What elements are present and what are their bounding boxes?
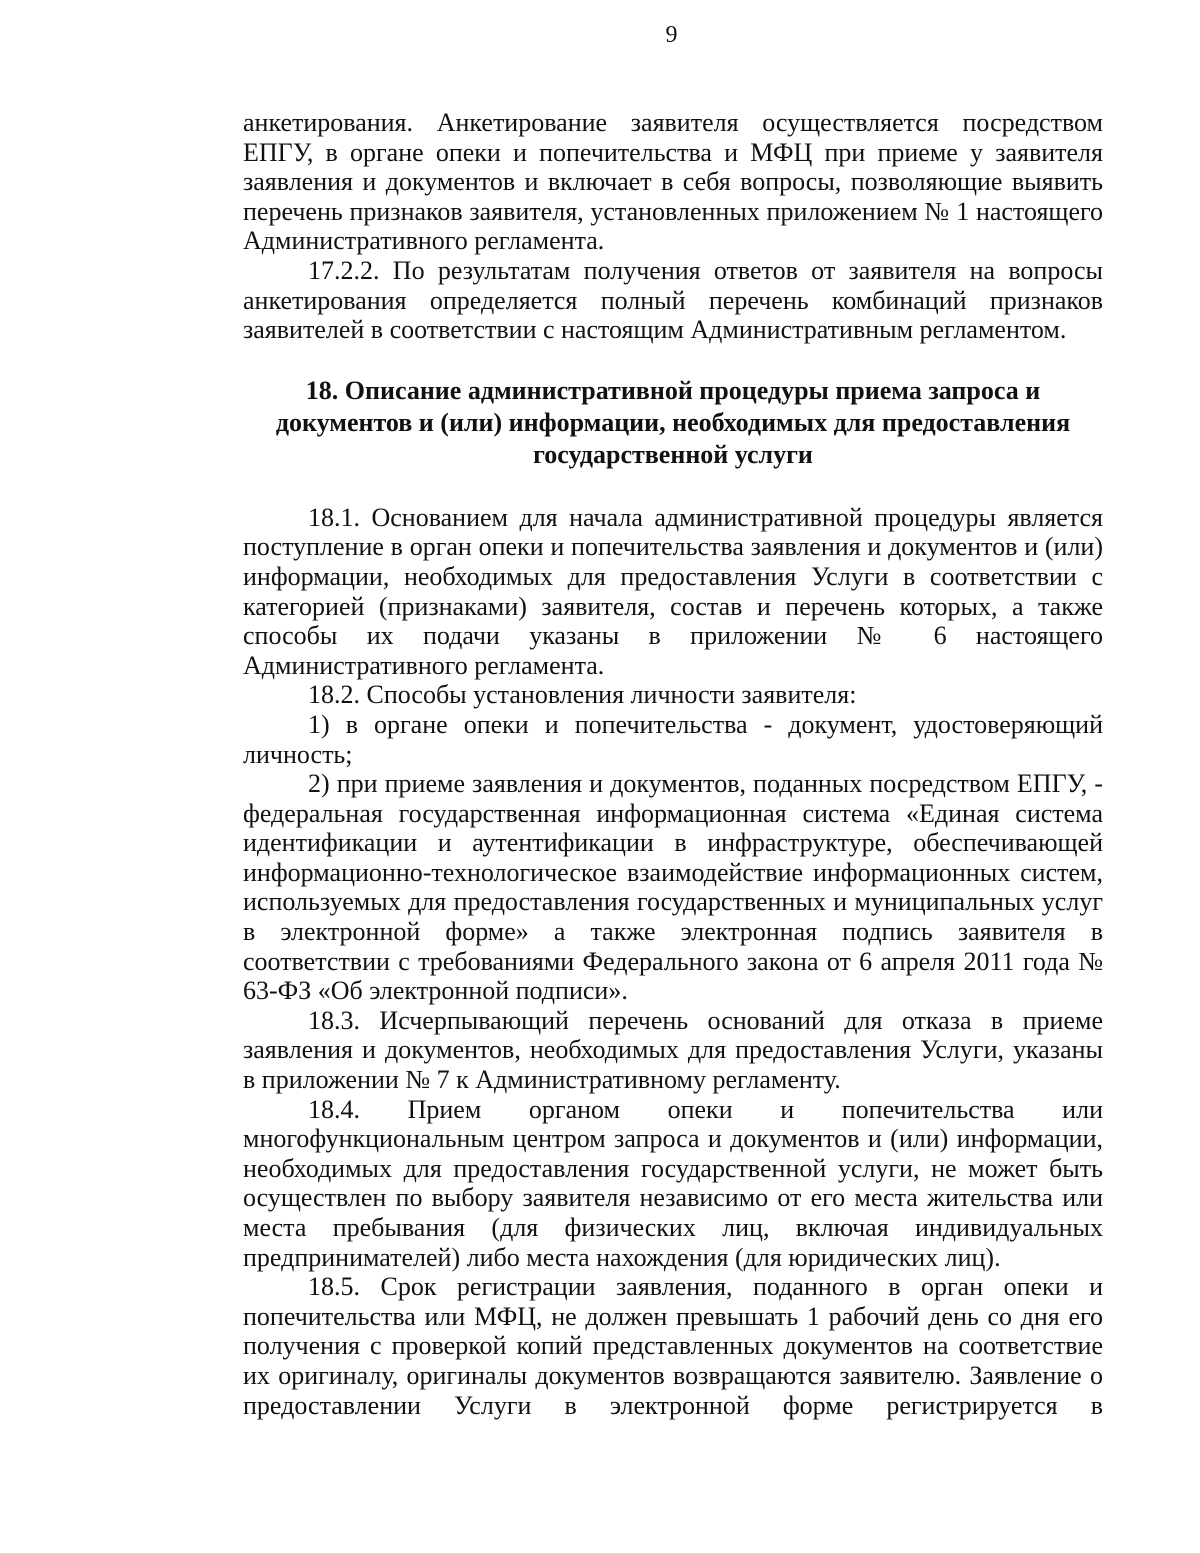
section-title-line-2: документов и (или) информации, необходимых для предоставления [275,407,1071,437]
page-number: 9 [665,22,678,48]
section-18-title [243,345,1103,503]
paragraph-18-2-item-2: 2) при приеме заявления и документов, поданных посредством ЕПГУ, - федеральная государственная информационная система «Единая система идентификации и аутентификации в инфраструктуре, обеспечивающей информационно-технологическое взаимодействие информационных систем, используемых для предоставления государственных и муниципальных услуг в электронной форме» а также электронная подпись заявителя в соответствии с требованиями Федерального закона от 6 апреля 2011 года № 63-ФЗ «Об электронной подписи». [243,769,1103,1006]
paragraph-18-2: 18.2. Способы установления личности заявителя: [308,680,857,710]
paragraph-18-1: 18.1. Основанием для начала административной процедуры является поступление в орган опеки и попечительства заявления и документов и (или) информации, необходимых для предоставления Услуги в соответствии с категорией (признаками) заявителя, состав и перечень которых, а также способы их подачи указаны в приложении № 6 настоящего Административного регламента. [243,502,1103,680]
paragraph-continuation: анкетирования. Анкетирование заявителя осуществляется посредством ЕПГУ, в органе опеки и попечительства и МФЦ при приеме у заявителя заявления и документов и включает в себя вопросы, позволяющие выявить перечень признаков заявителя, установленных приложением № 1 настоящего Административного регламента. [243,108,1103,256]
paragraph-18-4: 18.4. Прием органом опеки и попечительства или многофункциональным центром запроса и документов и (или) информации, необходимых для предоставления государственной услуги, не может быть осуществлен по выбору заявителя независимо от его места жительства или места пребывания (для физических лиц, включая индивидуальных предпринимателей) либо места нахождения (для юридических лиц). [243,1094,1103,1272]
paragraph-18-3: 18.3. Исчерпывающий перечень оснований для отказа в приеме заявления и документов, необходимых для предоставления Услуги, указаны в приложении № 7 к Административному регламенту. [243,1005,1103,1095]
paragraph-18-2-item-1: 1) в органе опеки и попечительства - документ, удостоверяющий личность; [243,709,1103,769]
document-body [243,108,1103,1420]
section-title-line-3: государственной услуги [533,439,813,469]
paragraph-18-5: 18.5. Срок регистрации заявления, поданного в орган опеки и попечительства или МФЦ, не должен превышать 1 рабочий день со дня его получения с проверкой копий представленных документов на соответствие их оригиналу, оригиналы документов возвращаются заявителю. Заявление о предоставлении Услуги в электронной форме регистрируется в [243,1272,1103,1420]
section-title-line-1: 18. Описание административной процедуры приема запроса и [305,375,1041,405]
paragraph-17-2-2: 17.2.2. По результатам получения ответов от заявителя на вопросы анкетирования определяется полный перечень комбинаций признаков заявителей в соответствии с настоящим Административным регламентом. [243,255,1103,345]
